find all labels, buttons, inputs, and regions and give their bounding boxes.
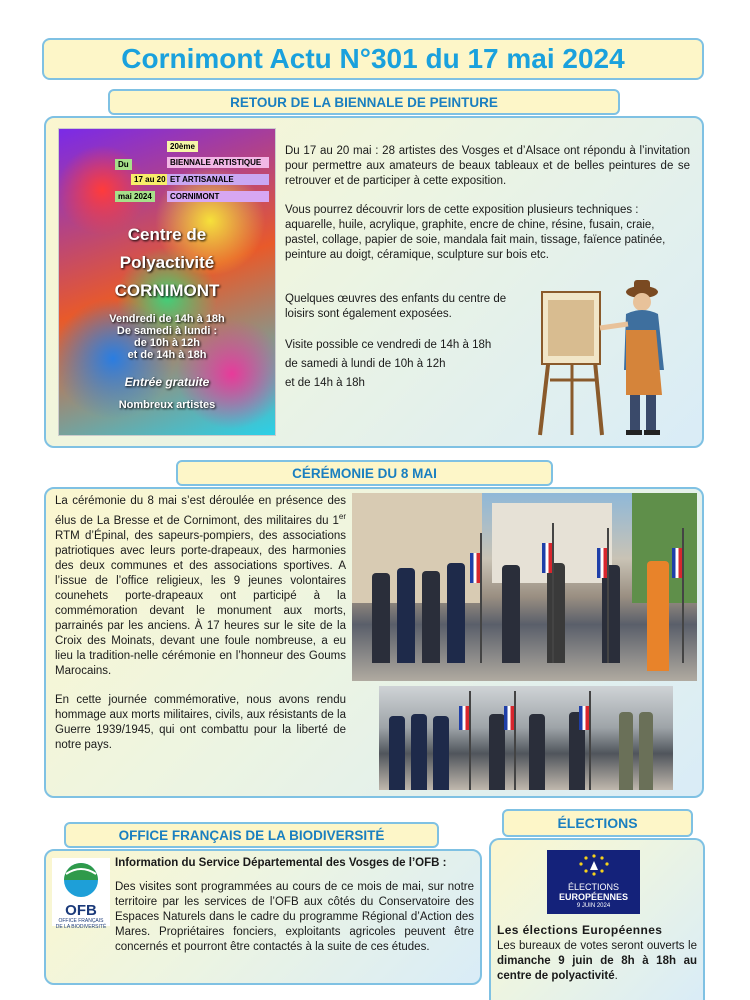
visit-line-3: et de 14h à 18h [285,377,365,389]
ceremony-photo-main [352,493,697,681]
poster-venue-1: Centre de [127,225,207,244]
elections-title: Les élections Européennes [497,923,663,937]
eu-logo-line-2: EUROPÉENNES [558,892,629,902]
ofb-logo-text: OFB [65,902,97,919]
ceremonie-text [55,494,346,767]
painter-illustration [530,270,700,440]
eu-logo-date: 9 JUIN 2024 [576,903,611,909]
ofb-intro: Information du Service Départemental des Vosges de l’OFB : [115,857,447,869]
poster-artisanale: ET ARTISANALE [167,174,269,185]
poster-year: mai 2024 [115,191,155,202]
poster-town: CORNIMONT [167,191,269,202]
poster-artists: Nombreux artistes [118,399,216,411]
poster-edition: 20ème [167,141,198,152]
visit-line-2: de samedi à lundi de 10h à 12h [285,358,446,370]
ceremonie-paragraph-2: En cette journée commémorative, nous avons rendu hommage aux morts militaires, civils, aux résistants de la Guerre 1939/1945, qui ont combattu pour la liberté de notre pays. [55,693,346,751]
biennale-paragraph-1: Du 17 au 20 mai : 28 artistes des Vosges et d’Alsace ont répondu à l’invitation pour permettre aux amateurs de beaux tableaux et de belles peintures de se retrouver et de participer à cette exposition. [285,145,690,187]
poster-du: Du [115,159,132,170]
eu-logo-line-1: ÉLECTIONS [567,882,619,892]
elections-heading: ÉLECTIONS [502,809,693,837]
ceremonie-heading: CÉRÉMONIE DU 8 MAI [176,460,553,486]
visit-line-1: Visite possible ce vendredi de 14h à 18h [285,339,492,351]
ofb-heading: OFFICE FRANÇAIS DE LA BIODIVERSITÉ [64,822,439,848]
poster-venue-2: Polyactivité [119,253,215,272]
elections-logo [547,850,640,914]
biennale-paragraph-3: Quelques œuvres des enfants du centre de loisirs sont également exposées. [285,293,507,320]
biennale-text [285,144,690,277]
poster-hours-1: Vendredi de 14h à 18h [109,313,225,325]
poster-venue-3: CORNIMONT [114,281,220,300]
poster-biennale: BIENNALE ARTISTIQUE [167,157,269,168]
biennale-paragraph-2: Vous pourrez découvrir lors de cette exposition plusieurs techniques : aquarelle, huile, acrylique, graphite, encre de chine, résine, fusain, craie, pastel, collage, papier de soie, mandala fait main, tissage, faïence patinée, peinture au doigt, céramique, sculpture sur bois etc. [285,204,666,261]
page-title: Cornimont Actu N°301 du 17 mai 2024 [42,38,704,80]
biennale-heading: RETOUR DE LA BIENNALE DE PEINTURE [108,89,620,115]
biennale-visit-hours [285,336,530,393]
biennale-poster [58,128,276,436]
ceremony-photo-secondary [379,686,673,790]
ofb-logo-sub-1: OFFICE FRANÇAIS [58,918,104,924]
ofb-logo-sub-2: DE LA BIODIVERSITÉ [55,924,107,930]
ofb-body: Des visites sont programmées au cours de ce mois de mai, sur notre territoire par les services de l’OFB aux côtés du Conservatoire des Espaces Naturels dans le cadre du programme Régional d’Action des Mares. Propriétaires fonciers, exploitants agricoles peuvent être concernés et pourront être contactés à la suite de ces études. [115,881,474,953]
poster-hours-3: de 10h à 12h [133,337,201,349]
ceremonie-paragraph-1: La cérémonie du 8 mai s’est déroulée en présence des élus de La Bresse et de Cornimont, des militaires du 1er RTM d’Épinal, des sapeurs-pompiers, des associations patriotiques avec leurs porte-drapeaux, des harmonies des deux communes et des associations sportives. A l’issue de l’office religieux, les 9 jeunes volontaires counehets porte-drapeaux ont participé à la commémoration devant le monument aux morts, parrainés par les anciens. À 17 heures sur le site de la Croix des Moinats, devant une foule nombreuse, a eu lieu la tradition-nelle cérémonie en l’honneur des Goums Marocains. [55,495,346,677]
poster-entry: Entrée gratuite [124,375,210,389]
poster-dates: 17 au 20 [131,174,169,185]
elections-body: Les bureaux de votes seront ouverts le dimanche 9 juin de 8h à 18h au centre de polyactivité. [497,940,697,982]
poster-hours-4: et de 14h à 18h [127,349,207,361]
poster-hours-2: De samedi à lundi : [116,325,218,337]
eu-stars-icon [564,853,624,877]
